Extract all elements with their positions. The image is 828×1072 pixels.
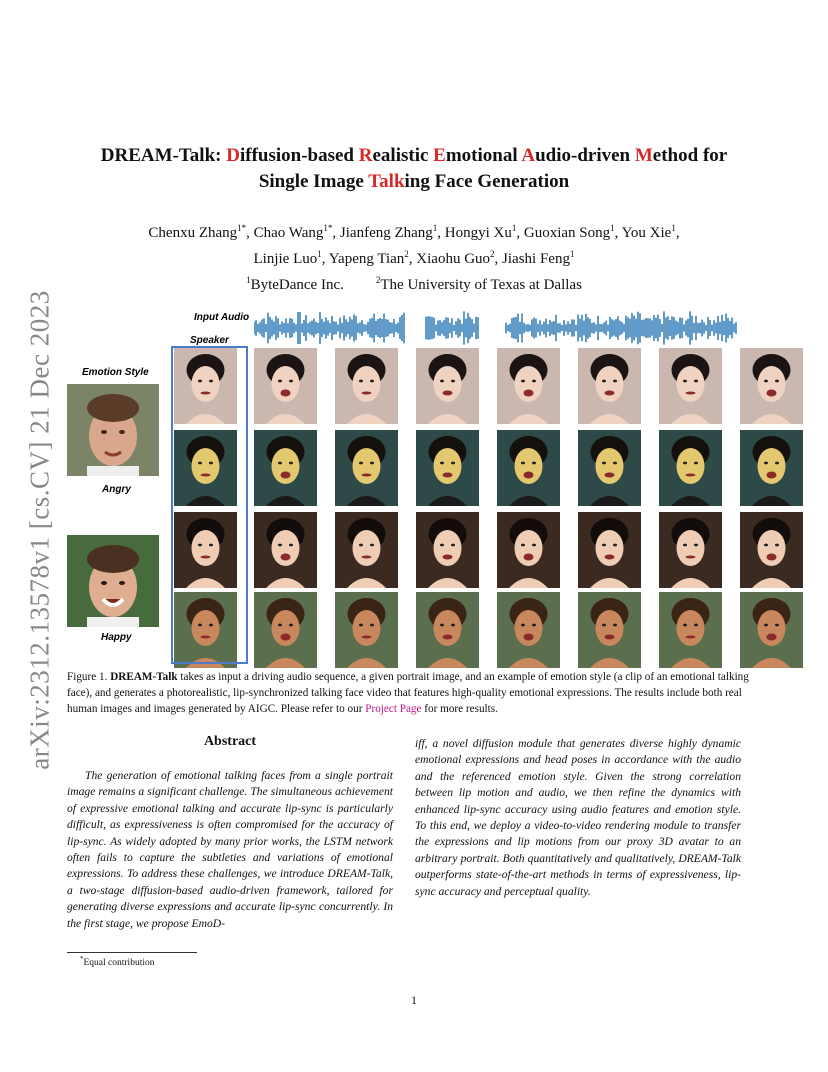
page-number: 1 xyxy=(411,993,417,1007)
author-affiliation-mark: 1* xyxy=(237,223,247,233)
paper-title xyxy=(0,143,828,195)
audio-waveform xyxy=(254,311,738,345)
authors-line-1 xyxy=(0,218,828,244)
generated-frame-image xyxy=(416,430,479,506)
generated-frame-image xyxy=(659,592,722,668)
affiliation-mark: 2 xyxy=(375,275,381,285)
title-line-2 xyxy=(0,169,828,195)
generated-frame-image xyxy=(335,512,398,588)
author-affiliation-mark: 1 xyxy=(671,223,676,233)
face-portrait-icon xyxy=(416,592,479,668)
face-portrait-icon xyxy=(740,430,803,506)
emotion-style-label: Emotion Style xyxy=(82,367,149,378)
face-portrait-icon xyxy=(335,592,398,668)
title-text: Single Image xyxy=(258,171,369,192)
author-name: , xyxy=(675,225,680,241)
generated-frame-image xyxy=(335,592,398,668)
author-name: , Jiashi Feng xyxy=(494,251,570,267)
caption-prefix: Figure 1. xyxy=(67,671,108,683)
generated-frame-image xyxy=(416,348,479,424)
title-text: udio-driven xyxy=(535,145,635,166)
title-text: ealistic xyxy=(372,145,434,166)
author-name: , Hongyi Xu xyxy=(437,225,512,241)
figure-caption xyxy=(67,669,761,717)
generated-frame-image xyxy=(497,592,560,668)
generated-frame-image xyxy=(578,592,641,668)
affiliation-mark: 1 xyxy=(246,275,251,285)
footnote-mark: * xyxy=(80,955,84,963)
face-portrait-icon xyxy=(497,592,560,668)
generated-frame-image xyxy=(254,430,317,506)
emotion-label-happy: Happy xyxy=(101,632,132,643)
arxiv-stamp: arXiv:2312.13578v1 [cs.CV] 21 Dec 2023 xyxy=(24,290,55,770)
generated-frame-image xyxy=(578,348,641,424)
abstract-heading: Abstract xyxy=(203,734,257,749)
author-name: Chenxu Zhang xyxy=(148,225,238,241)
generated-frame-image xyxy=(740,348,803,424)
generated-frame-image xyxy=(740,512,803,588)
footnote-rule xyxy=(67,952,197,953)
face-portrait-icon xyxy=(416,348,479,424)
face-portrait-icon xyxy=(416,430,479,506)
generated-frame-image xyxy=(254,348,317,424)
generated-frame-image xyxy=(740,592,803,668)
affiliation-name: ByteDance Inc. xyxy=(250,277,344,293)
author-affiliation-mark: 1* xyxy=(323,223,333,233)
generated-frame-image xyxy=(416,592,479,668)
author-affiliation-mark: 1 xyxy=(511,223,517,233)
caption-end: for more results. xyxy=(421,703,498,715)
title-text: DREAM-Talk: xyxy=(100,145,227,166)
face-portrait-icon xyxy=(254,348,317,424)
author-affiliation-mark: 1 xyxy=(610,223,615,233)
author-name: , You Xie xyxy=(614,225,672,241)
face-portrait-icon xyxy=(659,512,722,588)
abstract-column-2: iff, a novel diffusion module that generates diverse highly dynamic emotional expressions and head poses in accordance with the audio and the referenced emotion style. Given the strong correlation between lip motion and audio, we then refine the dynamics with enhanced lip-sync accuracy using audio features and emotion style. To this end, we deploy a video-to-video rendering module to transfer the expressions and lip motions from our proxy 3D avatar to an arbitrary portrait. Both quantitatively and qualitatively, DREAM-Talk outperforms state-of-the-art methods in terms of expressiveness, lip-sync accuracy and perceptual quality. xyxy=(415,737,741,898)
emotion-label-angry: Angry xyxy=(102,484,131,495)
face-portrait-icon xyxy=(497,348,560,424)
face-photo-icon xyxy=(67,535,159,627)
generated-frame-image xyxy=(659,348,722,424)
face-portrait-icon xyxy=(740,512,803,588)
face-portrait-icon xyxy=(578,348,641,424)
face-portrait-icon xyxy=(335,430,398,506)
author-name: , Chao Wang xyxy=(246,225,324,241)
title-text: iffusion-based xyxy=(239,145,359,166)
title-highlight-letters: Talk xyxy=(368,171,405,192)
affiliations xyxy=(0,270,828,296)
title-highlight-letters: A xyxy=(521,145,536,166)
author-affiliation-mark: 2 xyxy=(490,249,495,259)
project-page-link[interactable]: Project Page xyxy=(365,703,422,715)
generated-frame-image xyxy=(497,430,560,506)
face-portrait-icon xyxy=(254,592,317,668)
generated-frame-image xyxy=(416,512,479,588)
title-highlight-letters: E xyxy=(433,145,446,166)
footnote-text: Equal contribution xyxy=(83,958,155,969)
authors-line-2 xyxy=(0,244,828,270)
face-portrait-icon xyxy=(497,430,560,506)
face-portrait-icon xyxy=(254,430,317,506)
generated-frame-image xyxy=(578,430,641,506)
title-text: ing Face Generation xyxy=(404,171,570,192)
face-portrait-icon xyxy=(254,512,317,588)
face-portrait-icon xyxy=(335,348,398,424)
abstract-column-1: The generation of emotional talking faces from a single portrait image remains a significant challenge. The simultaneous achievement of expressive emotional talking and accurate lip-sync is particularly difficult, as expressiveness is often compromised for the accuracy of lip-sync. As widely adopted by many prior works, the LSTM network often fails to capture the subtleties and variations of emotional expressions. To address these challenges, we introduce DREAM-Talk, a two-stage diffusion-based audio-driven framework, tailored for generating diverse expressions and accurate lip-sync concurrently. In the first stage, we propose EmoD- xyxy=(67,769,393,930)
generated-frame-image xyxy=(254,512,317,588)
speaker-column-highlight xyxy=(171,346,248,664)
face-portrait-icon xyxy=(659,592,722,668)
generated-frame-image xyxy=(254,592,317,668)
emotion-style-angry-image xyxy=(67,384,159,476)
author-affiliation-mark: 1 xyxy=(317,249,322,259)
caption-bold: DREAM-Talk xyxy=(110,671,178,683)
generated-frame-image xyxy=(497,348,560,424)
author-name: , Yapeng Tian xyxy=(321,251,405,267)
face-portrait-icon xyxy=(497,512,560,588)
affiliation-name: The University of Texas at Dallas xyxy=(380,277,582,293)
author-name: Linjie Luo xyxy=(253,251,318,267)
title-highlight-letters: D xyxy=(226,145,240,166)
generated-frame-image xyxy=(659,430,722,506)
author-affiliation-mark: 1 xyxy=(569,249,575,259)
speaker-label: Speaker xyxy=(190,335,229,346)
caption-text: takes as input a driving audio sequence, a given portrait image, and an example of emotion style (a clip of an emotional talking face), and generates a photorealistic, lip-synchronized talking face video that features high-quality emotional expressions. The results include both real human images and images generated by AIGC. Please refer to our xyxy=(67,671,749,715)
generated-frame-image xyxy=(659,512,722,588)
author-name: , Guoxian Song xyxy=(516,225,611,241)
input-audio-label: Input Audio xyxy=(194,312,250,323)
title-text: motional xyxy=(445,145,522,166)
face-portrait-icon xyxy=(578,430,641,506)
generated-frame-image xyxy=(335,430,398,506)
face-portrait-icon xyxy=(578,512,641,588)
author-name: , Jianfeng Zhang xyxy=(332,225,433,241)
author-block xyxy=(0,218,828,296)
face-portrait-icon xyxy=(659,348,722,424)
footnote xyxy=(80,955,154,968)
title-line-1 xyxy=(0,143,828,169)
generated-frame-image xyxy=(740,430,803,506)
face-portrait-icon xyxy=(335,512,398,588)
author-name: , Xiaohu Guo xyxy=(408,251,491,267)
emotion-style-happy-image xyxy=(67,535,159,627)
face-portrait-icon xyxy=(416,512,479,588)
face-portrait-icon xyxy=(740,348,803,424)
author-affiliation-mark: 1 xyxy=(432,223,438,233)
generated-frame-image xyxy=(497,512,560,588)
face-portrait-icon xyxy=(659,430,722,506)
author-affiliation-mark: 2 xyxy=(404,249,409,259)
face-portrait-icon xyxy=(740,592,803,668)
face-portrait-icon xyxy=(578,592,641,668)
generated-frame-image xyxy=(335,348,398,424)
generated-frame-image xyxy=(578,512,641,588)
title-text: ethod for xyxy=(652,145,728,166)
title-highlight-letters: R xyxy=(358,145,373,166)
face-photo-icon xyxy=(67,384,159,476)
title-highlight-letters: M xyxy=(634,145,653,166)
